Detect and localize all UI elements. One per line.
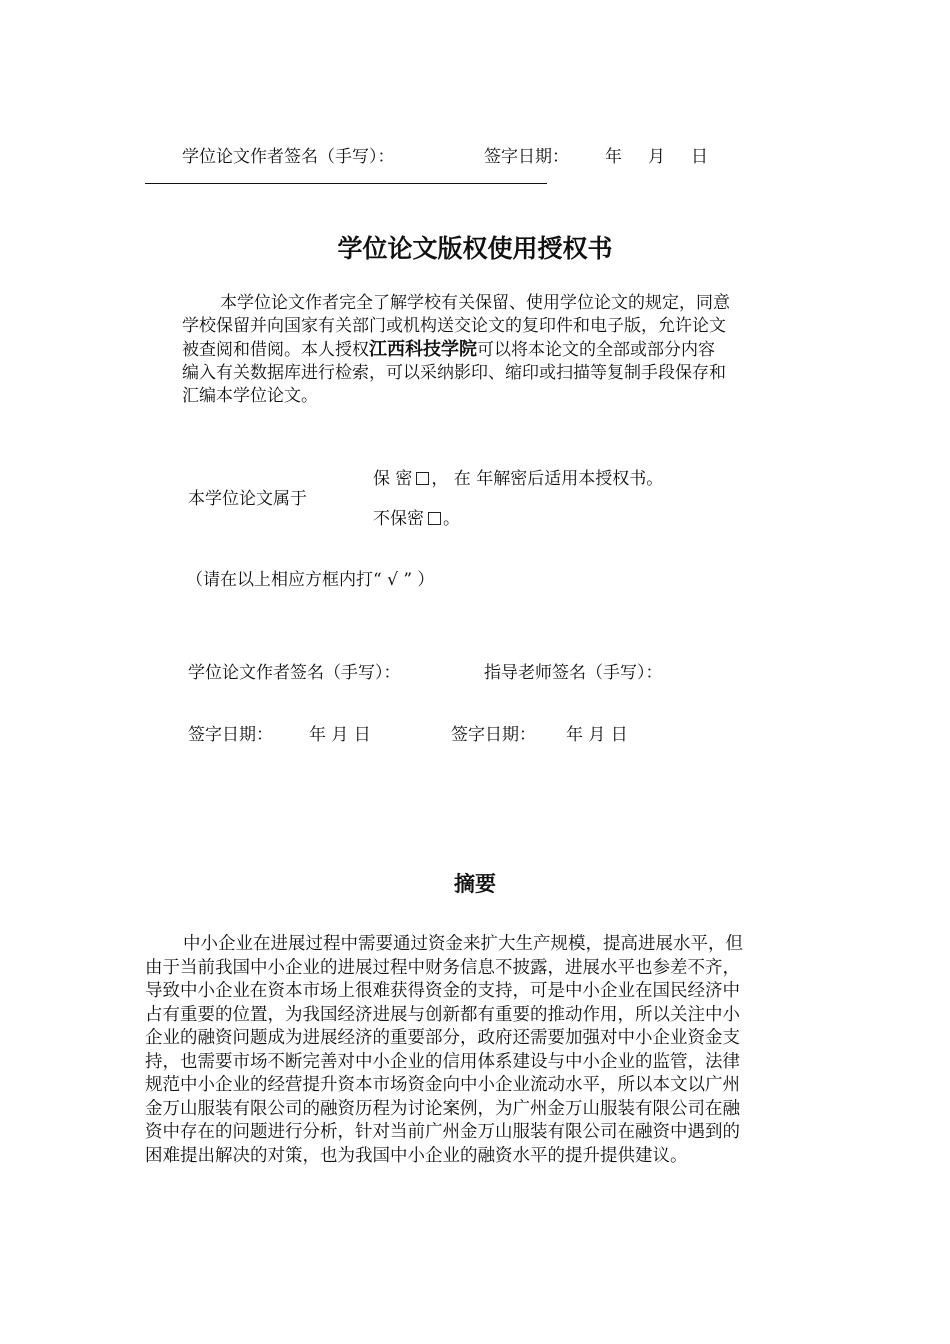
secret-suffix: ， 在 年解密后适用本授权书。 [431, 469, 664, 489]
author-signature-label: 学位论文作者签名（手写）： [188, 663, 401, 683]
abstract-line: 企业的融资问题成为进展经济的重要部分，政府还需要加强对中小企业资金支 [145, 1028, 740, 1048]
abstract-body [145, 933, 743, 1168]
date-year-label: 年 [605, 147, 622, 167]
secret-label: 保 密 [373, 469, 413, 489]
advisor-date-label: 签字日期： [451, 725, 536, 745]
copyright-text: 可以将本论文的全部或部分内容 [477, 340, 715, 360]
secret-checkbox[interactable] [416, 472, 429, 485]
signature-underline [145, 183, 547, 184]
author-date-ymd: 年 月 日 [309, 725, 371, 745]
abstract-line: 持，也需要市场不断完善对中小企业的信用体系建设与中小企业的监管，法律 [145, 1051, 740, 1072]
copyright-text: 被查阅和借阅。本人授权 [182, 340, 369, 360]
abstract-line: 由于当前我国中小企业的进展过程中财务信息不披露，进展水平也参差不齐， [145, 957, 740, 978]
abstract-line: 中小企业在进展过程中需要通过资金来扩大生产规模，提高进展水平，但 [183, 934, 743, 954]
date-month-label: 月 [648, 147, 665, 167]
checkbox-instruction: （请在以上相应方框内打“ √ ” ） [186, 570, 435, 590]
advisor-date-ymd: 年 月 日 [566, 725, 628, 745]
nonsecret-label: 不保密 [373, 509, 424, 529]
abstract-line: 资中存在的问题进行分析，针对当前广州金万山服装有限公司在融资中遇到的 [145, 1122, 740, 1142]
author-signature-label: 学位论文作者签名（手写）： [182, 147, 395, 167]
advisor-signature-label: 指导老师签名（手写）： [484, 663, 663, 683]
abstract-line: 困难提出解决的对策，也为我国中小企业的融资水平的提升提供建议。 [145, 1145, 688, 1166]
copyright-line: 汇编本学位论文。 [182, 386, 318, 406]
abstract-line: 占有重要的位置，为我国经济进展与创新都有重要的推动作用，所以关注中小 [145, 1004, 740, 1025]
nonsecret-option [373, 504, 460, 529]
abstract-line: 导致中小企业在资本市场上很难获得资金的支持，可是中小企业在国民经济中 [145, 981, 740, 1001]
abstract-line: 规范中小企业的经营提升资本市场资金向中小企业流动水平，所以本文以广州 [145, 1075, 740, 1095]
copyright-line [182, 338, 730, 362]
abstract-line: 金万山服装有限公司的融资历程为讨论案例，为广州金万山服装有限公司在融 [145, 1098, 740, 1119]
nonsecret-checkbox[interactable] [428, 512, 441, 525]
copyright-title: 学位论文版权使用授权书 [337, 234, 613, 263]
author-date-label: 签字日期： [188, 725, 273, 745]
copyright-line: 学校保留并向国家有关部门或机构送交论文的复印件和电子版，允许论文 [182, 316, 726, 336]
signature-date-label: 签字日期： [484, 147, 569, 167]
date-day-label: 日 [691, 147, 708, 167]
nonsecret-suffix: 。 [443, 509, 460, 529]
secret-option [373, 464, 663, 489]
copyright-line: 本学位论文作者完全了解学校有关保留、使用学位论文的规定，同意 [220, 293, 730, 313]
copyright-paragraph [182, 292, 730, 408]
copyright-line: 编入有关数据库进行检索，可以采纳影印、缩印或扫描等复制手段保存和 [182, 363, 726, 383]
belongs-label: 本学位论文属于 [188, 489, 307, 509]
abstract-title: 摘要 [454, 872, 496, 896]
institution-name: 江西科技学院 [369, 339, 477, 360]
